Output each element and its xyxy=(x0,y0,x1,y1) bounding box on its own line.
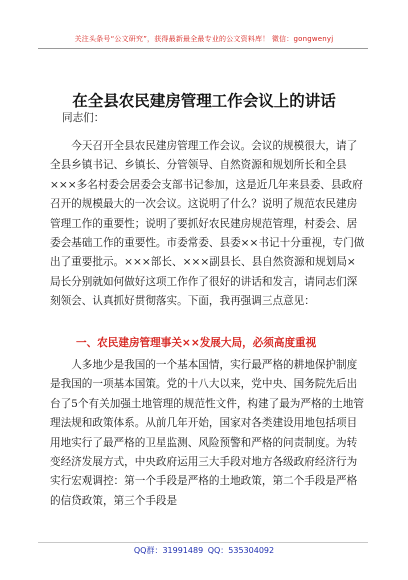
paragraph-2: 人多地少是我国的一个基本国情，实行最严格的耕地保护制度是我国的一项基本国策。党的十八大以来，党中央、国务院先后出台了5个有关加强土地管理的规范性文件，构建了最为严格的土地管理法规和政策体系。从前几年开始，国家对各类建设用地包括项目用地实行了最严格的卫星监测、风险预警和严格的问责制度。为转变经济发展方式，中央政府运用三大手段对地方各级政府经济行为实行宏观调控：第一个手段是严格的土地政策，第二个手段是严格的信贷政策，第三个手段是 xyxy=(50,359,364,507)
section-1-heading: 一、农民建房管理事关××发展大局，必须高度重视 xyxy=(76,337,317,349)
footer-divider xyxy=(38,542,368,543)
paragraph-1: 今天召开全县农民建房管理工作会议。会议的规模很大，请了全县乡镇书记、乡镇长、分管领导、自然资源和规划所长和全县×××多名村委会居委会支部书记参加，这是近几年来县委、县政府召开的规模最大的一次会议。这说明了什么？说明了规范农民建房管理工作的重要性；说明了要抓好农民建房规范管理，村委会、居委会基础工作的重要性。市委常委、县委××书记十分重视，专门做出了重要批示。×××部长、×××副县长、县自然资源和规划局×局长分别就如何做好这项工作作了很好的讲话和发言，请同志们深刻领会、认真抓好贯彻落实。下面，我再强调三点意见： xyxy=(50,140,365,308)
salutation: 同志们： xyxy=(62,112,105,124)
header-banner: 关注头条号“公文研究”，获得最新最全最专业的公文资料库！ 微信：gongwenyj xyxy=(74,35,334,43)
document-title: 在全县农民建房管理工作会议上的讲话 xyxy=(72,92,336,110)
footer-contact: QQ群：31991489 QQ：535304092 xyxy=(133,546,275,555)
header-divider xyxy=(38,48,368,49)
